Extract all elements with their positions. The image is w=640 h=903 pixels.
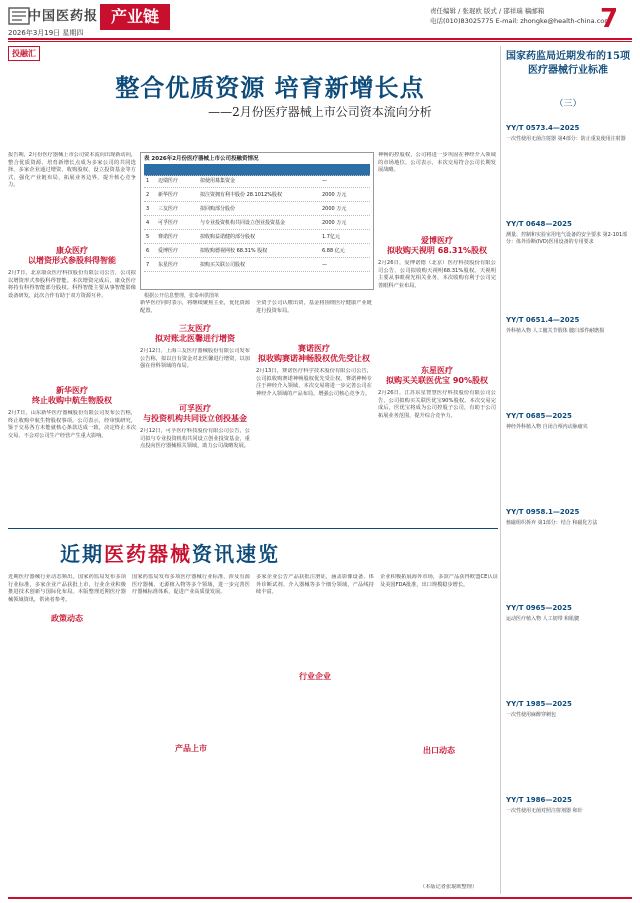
standard-name: 一次性使用无菌注射器 第4部分：防止重复使用注射器	[506, 136, 626, 142]
table-cell: 拟收购德视网校 68.31% 股权	[200, 248, 268, 254]
standards-title: 国家药监局近期发布的15项医疗器械行业标准	[506, 51, 630, 76]
standard-code: YY/T 0573.4—2025	[506, 124, 580, 132]
table-cell: 拟注资拥有利丰股份 28.1012%股权	[200, 192, 283, 198]
page-header	[0, 0, 640, 40]
editor-info: 责任编辑 / 张琨欧 版式 / 邵祥瑞 稿邮箱 电话(010)83025775 E-mail: zhongke@health-china.com	[430, 7, 611, 25]
standard-code: YY/T 0965—2025	[506, 604, 572, 612]
paper-name: 中国医药报	[28, 9, 99, 24]
subhead-saino: 赛诺医疗 拟收购赛诺神畅股权优先受让权	[258, 344, 370, 363]
table-caption: 表 2026年2月份医疗器械上市公司投融资情况	[144, 156, 259, 162]
standard-code: YY/T 0958.1—2025	[506, 508, 580, 516]
body-column-2b: 2月12日，上海三友医疗器械股份有限公司发布公告称，拟以自有资金对北医馨进行增资，以加强在骨科领域的布局。	[140, 348, 250, 370]
body-column-4c: 2月26日，江苏东星智慧医疗科技股份有限公司公告，公司拟购买关联医优宝90%股权。本次交易完成后，医优宝将成为公司控股子公司，有助于公司拓展业务范围，提升综合竞争力。	[378, 390, 496, 419]
standard-name: 核磁组织拆弃 第1部分：结合 和磁化方法	[506, 520, 598, 526]
standard-name: 神经外科植入物 自闭合颅内动脉瘤夹	[506, 424, 588, 430]
table-cell: 新华医疗	[158, 192, 179, 198]
lower-subhead-products: 产品上市	[175, 744, 207, 753]
lower-column-3: 多家企业公告产品获批注册证，涵盖影像设备、体外诊断试剂、介入器械等多个细分领域，产品线持续丰富。	[256, 574, 374, 596]
standard-code: YY/T 0651.4—2025	[506, 316, 580, 324]
table-cell: 东星医疗	[158, 262, 179, 268]
table-cell: 1	[146, 178, 150, 184]
lower-column-1: 近期医疗器械行业动态频出。国家药监局发布多项行业标准，多家企业产品获批上市，行业企业积极推进技术创新与国际化布局。本版整理近期医疗器械领域资讯，供读者参考。	[8, 574, 126, 603]
table-row	[144, 176, 370, 188]
table-note: 根据公开信息整理，张泰州供图单	[144, 293, 220, 299]
lower-section-rule	[8, 528, 498, 529]
standard-code: YY/T 1985—2025	[506, 700, 572, 708]
main-headline: 整合优质资源 培育新增长点	[115, 73, 425, 102]
body-column-4a: 神畅的控股权，公司将进一步巩固在神经介入领域的市场地位。公司表示，本次交易符合公司长期发展战略。	[378, 152, 496, 174]
table-cell: —	[322, 178, 327, 184]
table-cell: 可孚医疗	[158, 220, 179, 226]
table-row	[144, 204, 370, 216]
table-cell: 拟收购益诺健的部分股权	[200, 234, 256, 240]
standards-part: （三）	[554, 99, 582, 109]
section-tag: 产业链	[100, 4, 170, 30]
bottom-note: （本版记者张琨欧整理）	[420, 884, 478, 890]
subhead-aibo: 爱博医疗 拟收购天视明 68.31%股权	[386, 236, 488, 255]
subhead-dongxing: 东星医疗 拟购买关联医优宝 90%股权	[386, 366, 488, 385]
table-row	[144, 260, 370, 272]
table-cell: 三友医疗	[158, 206, 179, 212]
subhead-sanyou: 三友医疗 拟对账北医馨进行增资	[155, 324, 235, 343]
body-column-1a: 报告期，2月份医疗器械上市公司资本流向出现新动向，整合优质资源、培育新增长点成为多家公司的共同选择。多家企业通过增资、收购股权、设立投资基金等方式，强化产业链布局，拓展业务边界，提升核心竞争力。	[8, 152, 136, 189]
table-row	[144, 246, 370, 258]
lower-column-4: 企业积极拓展海外市场，多款产品获得欧盟CE认证及美国FDA批准，出口规模稳步增长。	[380, 574, 498, 588]
column-tag: 投融汇	[8, 46, 40, 61]
standard-name: 一次性使用麻醉穿刺包	[506, 712, 557, 718]
table-cell: 1.7亿元	[322, 234, 340, 240]
body-column-2a: 新华医疗同时表示，将继续聚焦主业，优化资源配置。	[140, 300, 250, 314]
table-cell: 赛诺医疗	[158, 234, 179, 240]
subhead-xinhua: 新华医疗 终止收购中航生物股权	[32, 386, 112, 405]
table-cell: 2000 万元	[322, 192, 347, 198]
body-column-4b: 2月26日，爱博诺德（北京）医疗科技股份有限公司公告，公司拟收购天视明68.31%股权。天视明主要从事眼视光相关业务，本次收购有利于公司完善眼科产业布局。	[378, 260, 496, 289]
table-cell: 迈瑞医疗	[158, 178, 179, 184]
body-column-1b: 2月7日，北京康众医疗科技股份有限公司公告，公司拟以增资形式参股科得智能。本次增资完成后，康众医疗将持有科得智能部分股权。科得智能主要从事智能影像设备研发，此次合作有助于双方资源互补。	[8, 270, 136, 299]
lower-subhead-industry: 行业企业	[299, 672, 331, 681]
standard-name: 运动医疗植入物 人工韧带 和肌腱	[506, 616, 580, 622]
body-column-2c: 2月12日，可孚医疗科技股份有限公司公告，公司拟与专业投资机构共同设立创业投资基金，重点投向医疗器械相关领域，助力公司战略发展。	[140, 428, 250, 450]
header-rule	[8, 38, 632, 40]
subhead-kangzhong: 康众医疗 以增资形式参股科得智能	[28, 246, 116, 265]
table-row	[144, 232, 370, 244]
table-cell: 与专业投资机构共同设立创业投资基金	[200, 220, 286, 226]
main-subheadline: ——2月份医疗器械上市公司资本流向分析	[208, 105, 432, 119]
table-row	[144, 218, 370, 230]
lower-column-2: 国家药监局发布多项医疗器械行业标准，涉及有源医疗器械、无源植入物等多个领域，进一步完善医疗器械标准体系，促进产业高质量发展。	[132, 574, 250, 596]
table-cell: 2000 万元	[322, 206, 347, 212]
body-column-3a: 全资子公司认缴出资，基金将围绕医疗健康产业链进行投资布局。	[256, 300, 372, 314]
table-cell: 2	[146, 192, 150, 198]
table-cell: 拟使用募集资金	[200, 178, 236, 184]
page-number: 7	[600, 4, 619, 34]
lower-subhead-policy: 政策动态	[51, 614, 83, 623]
table-cell: 拟回购部分股份	[200, 206, 236, 212]
table-header-row	[144, 164, 370, 176]
table-cell: 4	[146, 220, 150, 226]
header-rule-thin	[8, 41, 632, 42]
newspaper-logo-icon	[8, 6, 30, 26]
body-column-1c: 2月7日，山东新华医疗器械股份有限公司发布公告称，终止收购中航生物股权事项。公司表示，经审慎研究，鉴于交易各方未能就核心条款达成一致，决定终止本次交易，不会对公司生产经营产生重大影响。	[8, 410, 136, 439]
table-cell: 2000 万元	[322, 220, 347, 226]
table-cell: 7	[146, 262, 150, 268]
standard-code: YY/T 0648—2025	[506, 220, 572, 228]
right-panel-divider	[500, 46, 501, 894]
standard-code: YY/T 0685—2025	[506, 412, 572, 420]
table-cell: —	[322, 262, 327, 268]
body-column-3b: 2月13日，赛诺医疗科学技术股份有限公司公告，公司拟收购赛诺神畅股权优先受让权。赛诺神畅专注于神经介入领域，本次交易将进一步完善公司在神经介入领域的产品布局，增强公司核心竞争力。	[256, 368, 372, 397]
issue-date: 2026年3月19日 星期四	[8, 29, 84, 37]
table-cell: 6.88 亿元	[322, 248, 345, 254]
standard-name: 外科植入物 人工髋关节假体 髋臼部件耐磨损	[506, 328, 605, 334]
subhead-kefu: 可孚医疗 与投资机构共同设立创投基金	[143, 404, 247, 423]
table-cell: 爱博医疗	[158, 248, 179, 254]
standard-name: 测量、控制和实验室用电气设备的安全要求 第2-101部分：体外诊断(IVD)医用设备的专用要求	[506, 232, 628, 245]
table-row	[144, 190, 370, 202]
table-cell: 拟购买关联公司股权	[200, 262, 246, 268]
lower-subhead-export: 出口动态	[423, 746, 455, 755]
lower-headline: 近期医药器械资讯速览	[60, 542, 280, 566]
table-cell: 3	[146, 206, 150, 212]
standard-name: 一次性使用无菌对照注射剂器 和针	[506, 808, 583, 814]
table-cell: 5	[146, 234, 150, 240]
standard-code: YY/T 1986—2025	[506, 796, 572, 804]
footer-rule	[8, 897, 632, 899]
table-cell: 6	[146, 248, 150, 254]
